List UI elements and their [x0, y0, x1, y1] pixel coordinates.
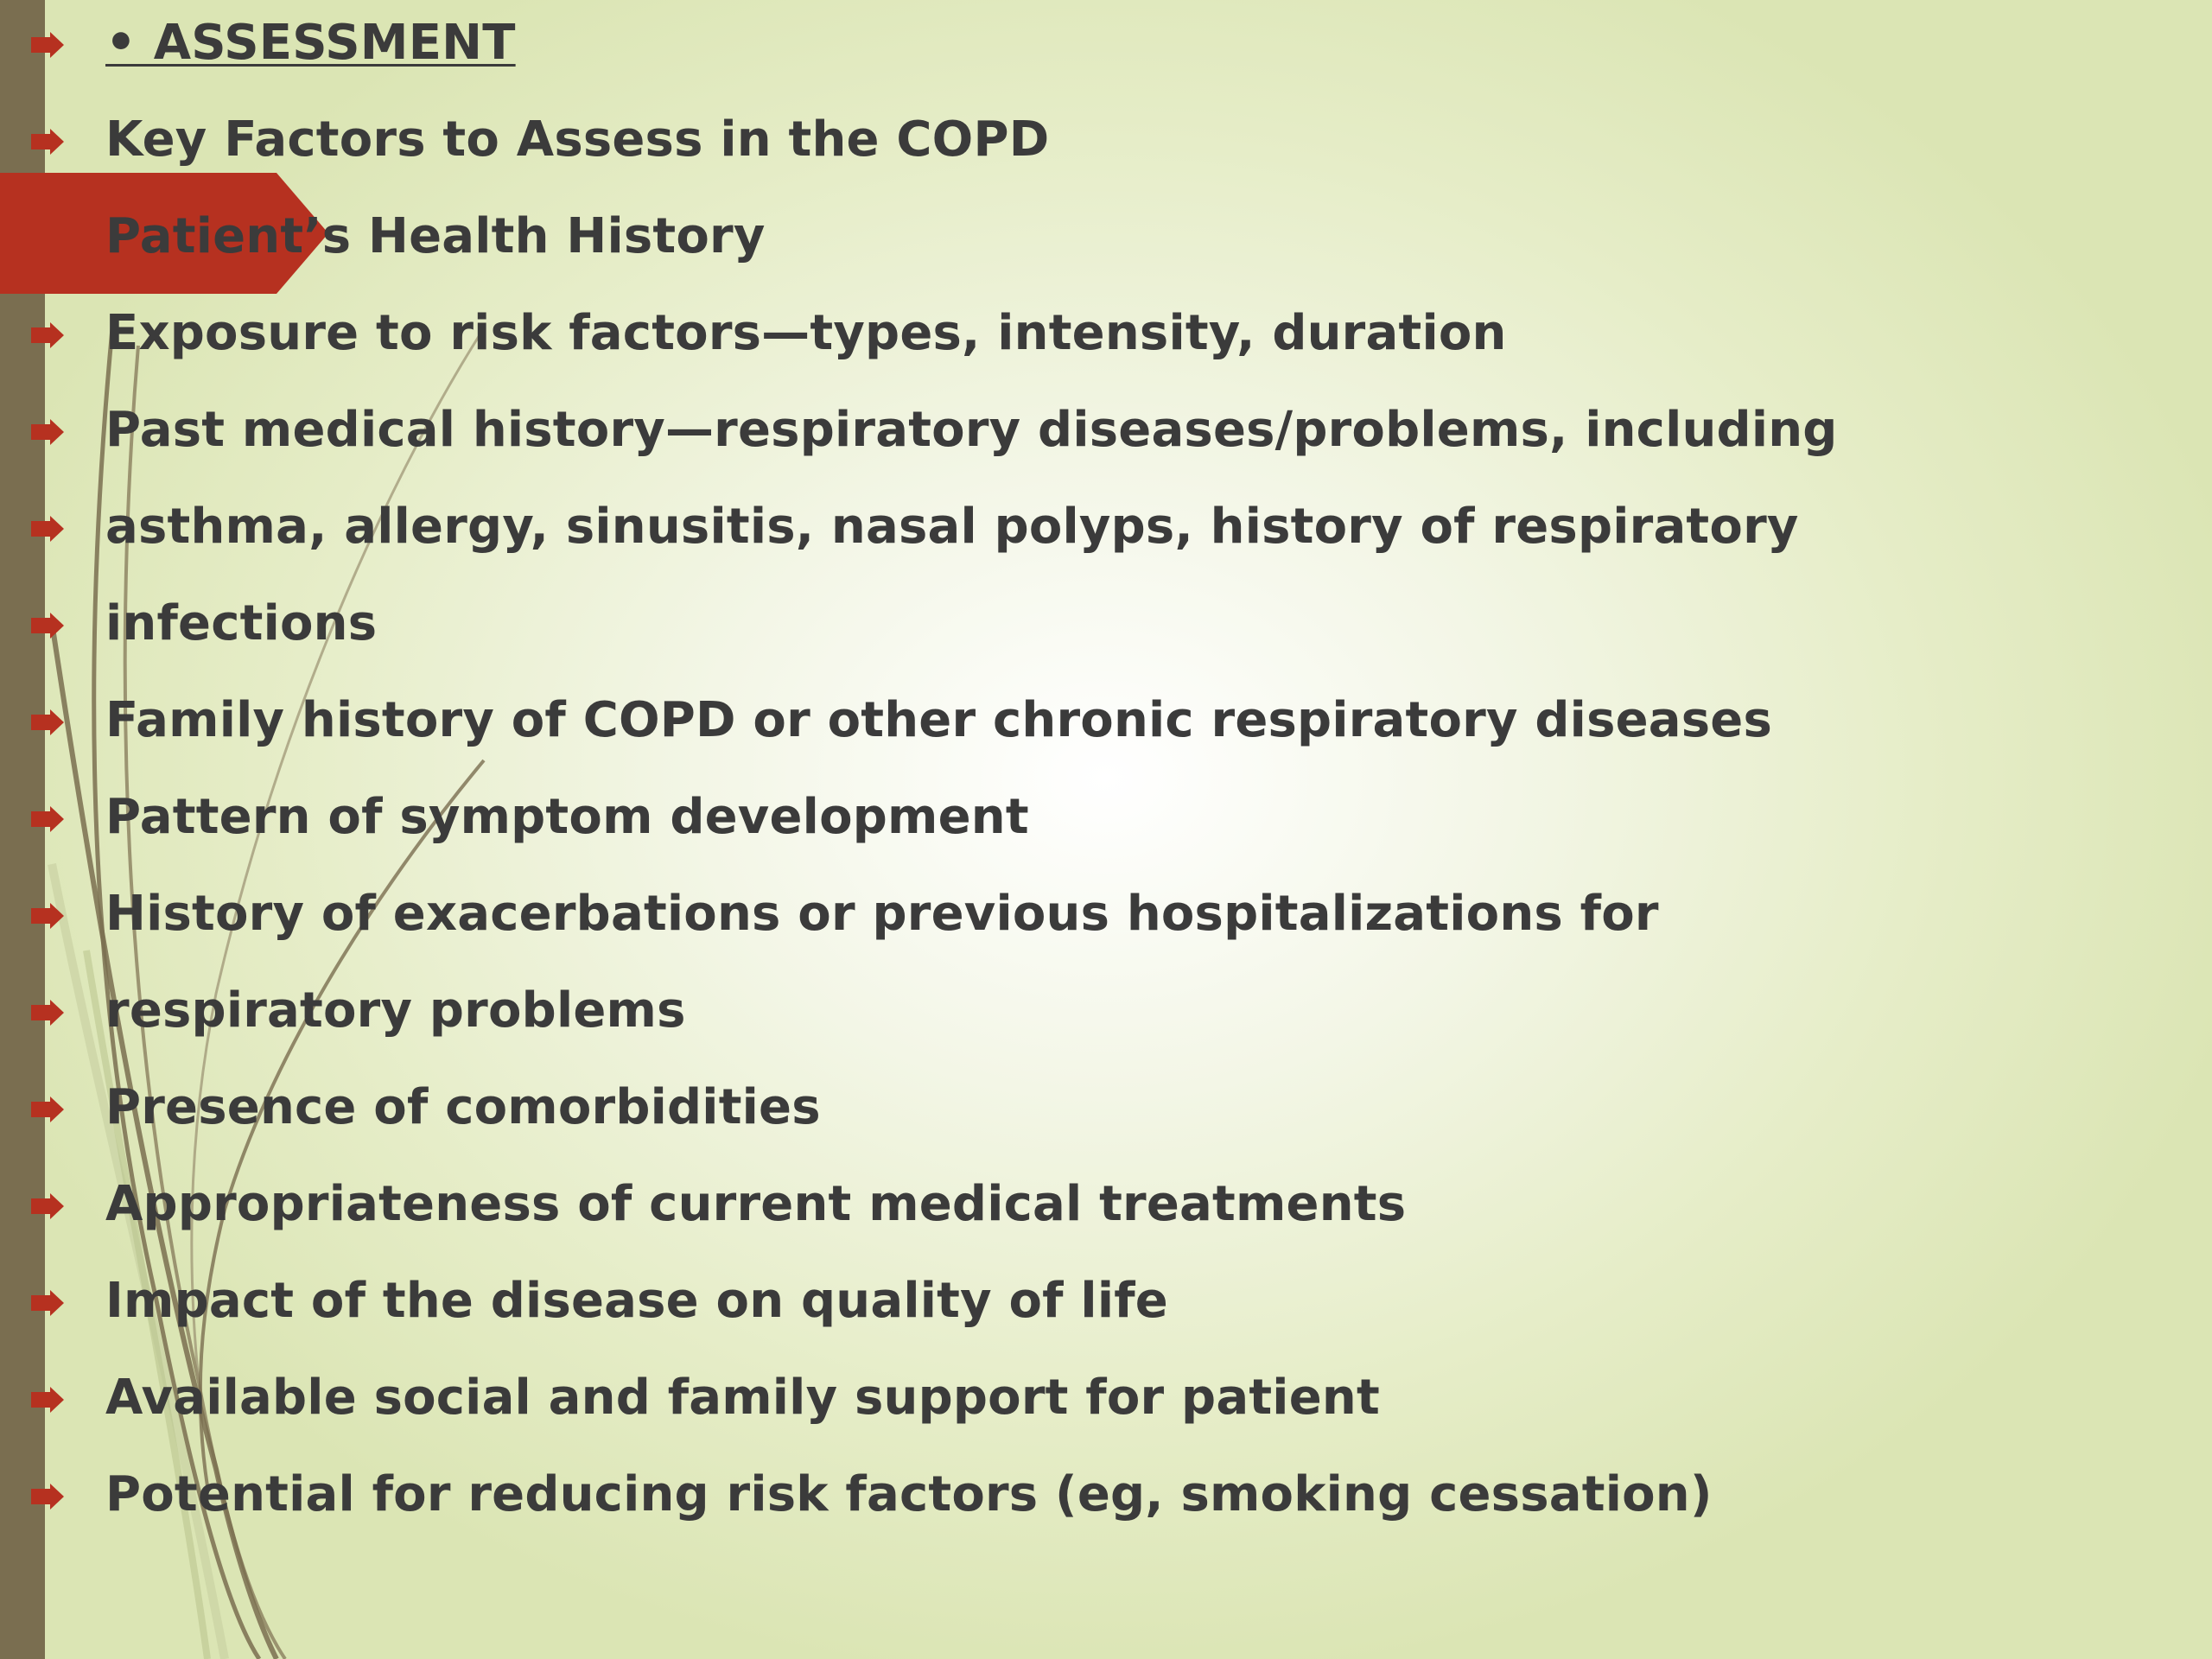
bullet-item: [0, 194, 1901, 290]
bullet-text: Family history of COPD or other chronic respiratory diseases: [105, 692, 1773, 748]
bullet-text: Key Factors to Assess in the COPD: [105, 111, 1050, 168]
bullet-item: [0, 97, 1901, 194]
bullet-item: [0, 677, 1901, 774]
bullet-item: [0, 581, 1901, 677]
arrow-bullet-icon: [29, 1000, 66, 1026]
bullet-item: [0, 968, 1901, 1065]
bullet-text: Impact of the disease on quality of life: [105, 1273, 1168, 1329]
bullet-item: [0, 1065, 1901, 1161]
bullet-text: asthma, allergy, sinusitis, nasal polyps, history of respiratory: [105, 499, 1799, 555]
heading-assessment: • ASSESSMENT: [105, 15, 516, 71]
bullet-text: Presence of comorbidities: [105, 1079, 821, 1135]
bullet-text: Pattern of symptom development: [105, 789, 1029, 845]
arrow-bullet-icon: [29, 613, 66, 639]
arrow-bullet-icon: [29, 32, 66, 58]
arrow-bullet-icon: [29, 1193, 66, 1219]
arrow-bullet-icon: [29, 806, 66, 832]
arrow-bullet-icon: [29, 1484, 66, 1510]
arrow-bullet-icon: [29, 1290, 66, 1316]
bullet-item: [0, 1452, 1901, 1548]
arrow-bullet-icon: [29, 322, 66, 348]
bullet-item: [0, 387, 1901, 484]
bullet-text: Available social and family support for patient: [105, 1370, 1380, 1426]
arrow-bullet-icon: [29, 1387, 66, 1413]
arrow-bullet-icon: [29, 516, 66, 542]
arrow-bullet-icon: [29, 1096, 66, 1122]
bullet-item: [0, 484, 1901, 581]
bullet-text: Potential for reducing risk factors (eg, smoking cessation): [105, 1466, 1713, 1522]
bullet-text: Exposure to risk factors—types, intensity, duration: [105, 305, 1507, 361]
arrow-bullet-icon: [29, 129, 66, 155]
bullet-item: [0, 1355, 1901, 1452]
bullet-text: Appropriateness of current medical treatments: [105, 1176, 1407, 1232]
bullet-text: respiratory problems: [105, 982, 686, 1039]
bullet-item: [0, 774, 1901, 871]
bullet-item: [0, 1161, 1901, 1258]
bullet-text: Patient’s Health History: [105, 208, 766, 264]
bullet-item: [0, 1258, 1901, 1355]
arrow-bullet-icon: [29, 419, 66, 445]
bullet-text: History of exacerbations or previous hospitalizations for: [105, 886, 1659, 942]
arrow-bullet-icon: [29, 709, 66, 735]
arrow-bullet-icon: [29, 903, 66, 929]
bullet-heading: [0, 0, 1901, 97]
bullet-item: [0, 290, 1901, 387]
bullet-text: Past medical history—respiratory diseases/problems, including: [105, 402, 1838, 458]
bullet-item: [0, 871, 1901, 968]
bullet-text: infections: [105, 595, 378, 652]
